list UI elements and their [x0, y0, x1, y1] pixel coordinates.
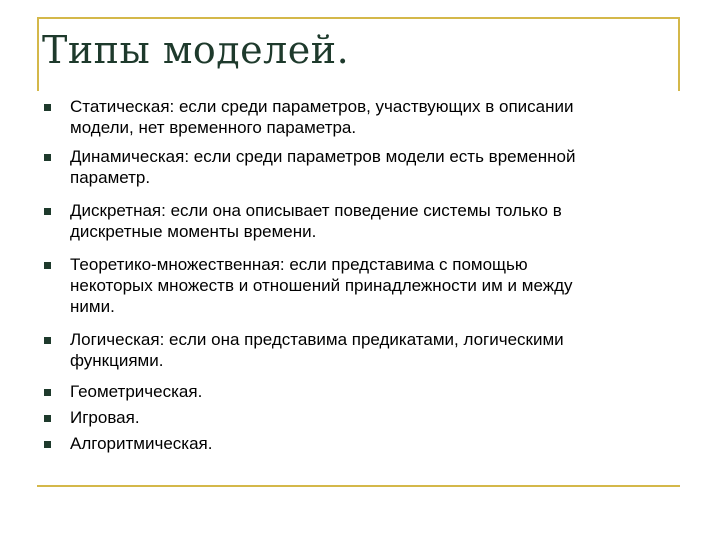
list-item: [44, 96, 674, 146]
list-item: [44, 146, 674, 200]
item-line: ними.: [70, 297, 115, 316]
item-line: параметр.: [70, 168, 151, 187]
square-bullet-icon: [44, 262, 51, 269]
item-line: Дискретная: если она описывает поведение системы только в: [70, 201, 562, 220]
square-bullet-icon: [44, 208, 51, 215]
frame-right-line: [678, 17, 680, 91]
list-item: [44, 254, 674, 329]
slide-title: Типы моделей.: [42, 28, 350, 72]
frame-bottom-line: [37, 485, 680, 487]
item-line: Алгоритмическая.: [70, 434, 213, 453]
frame-top-line: [37, 17, 680, 19]
item-line: Геометрическая.: [70, 382, 203, 401]
list-item: [44, 407, 674, 433]
list-item: [44, 433, 674, 459]
bullet-list: [44, 96, 674, 459]
square-bullet-icon: [44, 441, 51, 448]
list-item: [44, 200, 674, 254]
square-bullet-icon: [44, 154, 51, 161]
list-item: [44, 329, 674, 381]
item-line: Логическая: если она представима предикатами, логическими: [70, 330, 564, 349]
item-line: Динамическая: если среди параметров модели есть временной: [70, 147, 576, 166]
item-line: дискретные моменты времени.: [70, 222, 317, 241]
frame-left-line: [37, 17, 39, 91]
item-line: модели, нет временного параметра.: [70, 118, 357, 137]
item-line: функциями.: [70, 351, 164, 370]
list-item: [44, 381, 674, 407]
square-bullet-icon: [44, 389, 51, 396]
item-line: Теоретико-множественная: если представима с помощью: [70, 255, 528, 274]
square-bullet-icon: [44, 104, 51, 111]
square-bullet-icon: [44, 415, 51, 422]
item-line: Статическая: если среди параметров, участвующих в описании: [70, 97, 574, 116]
square-bullet-icon: [44, 337, 51, 344]
item-line: Игровая.: [70, 408, 140, 427]
item-line: некоторых множеств и отношений принадлежности им и между: [70, 276, 573, 295]
